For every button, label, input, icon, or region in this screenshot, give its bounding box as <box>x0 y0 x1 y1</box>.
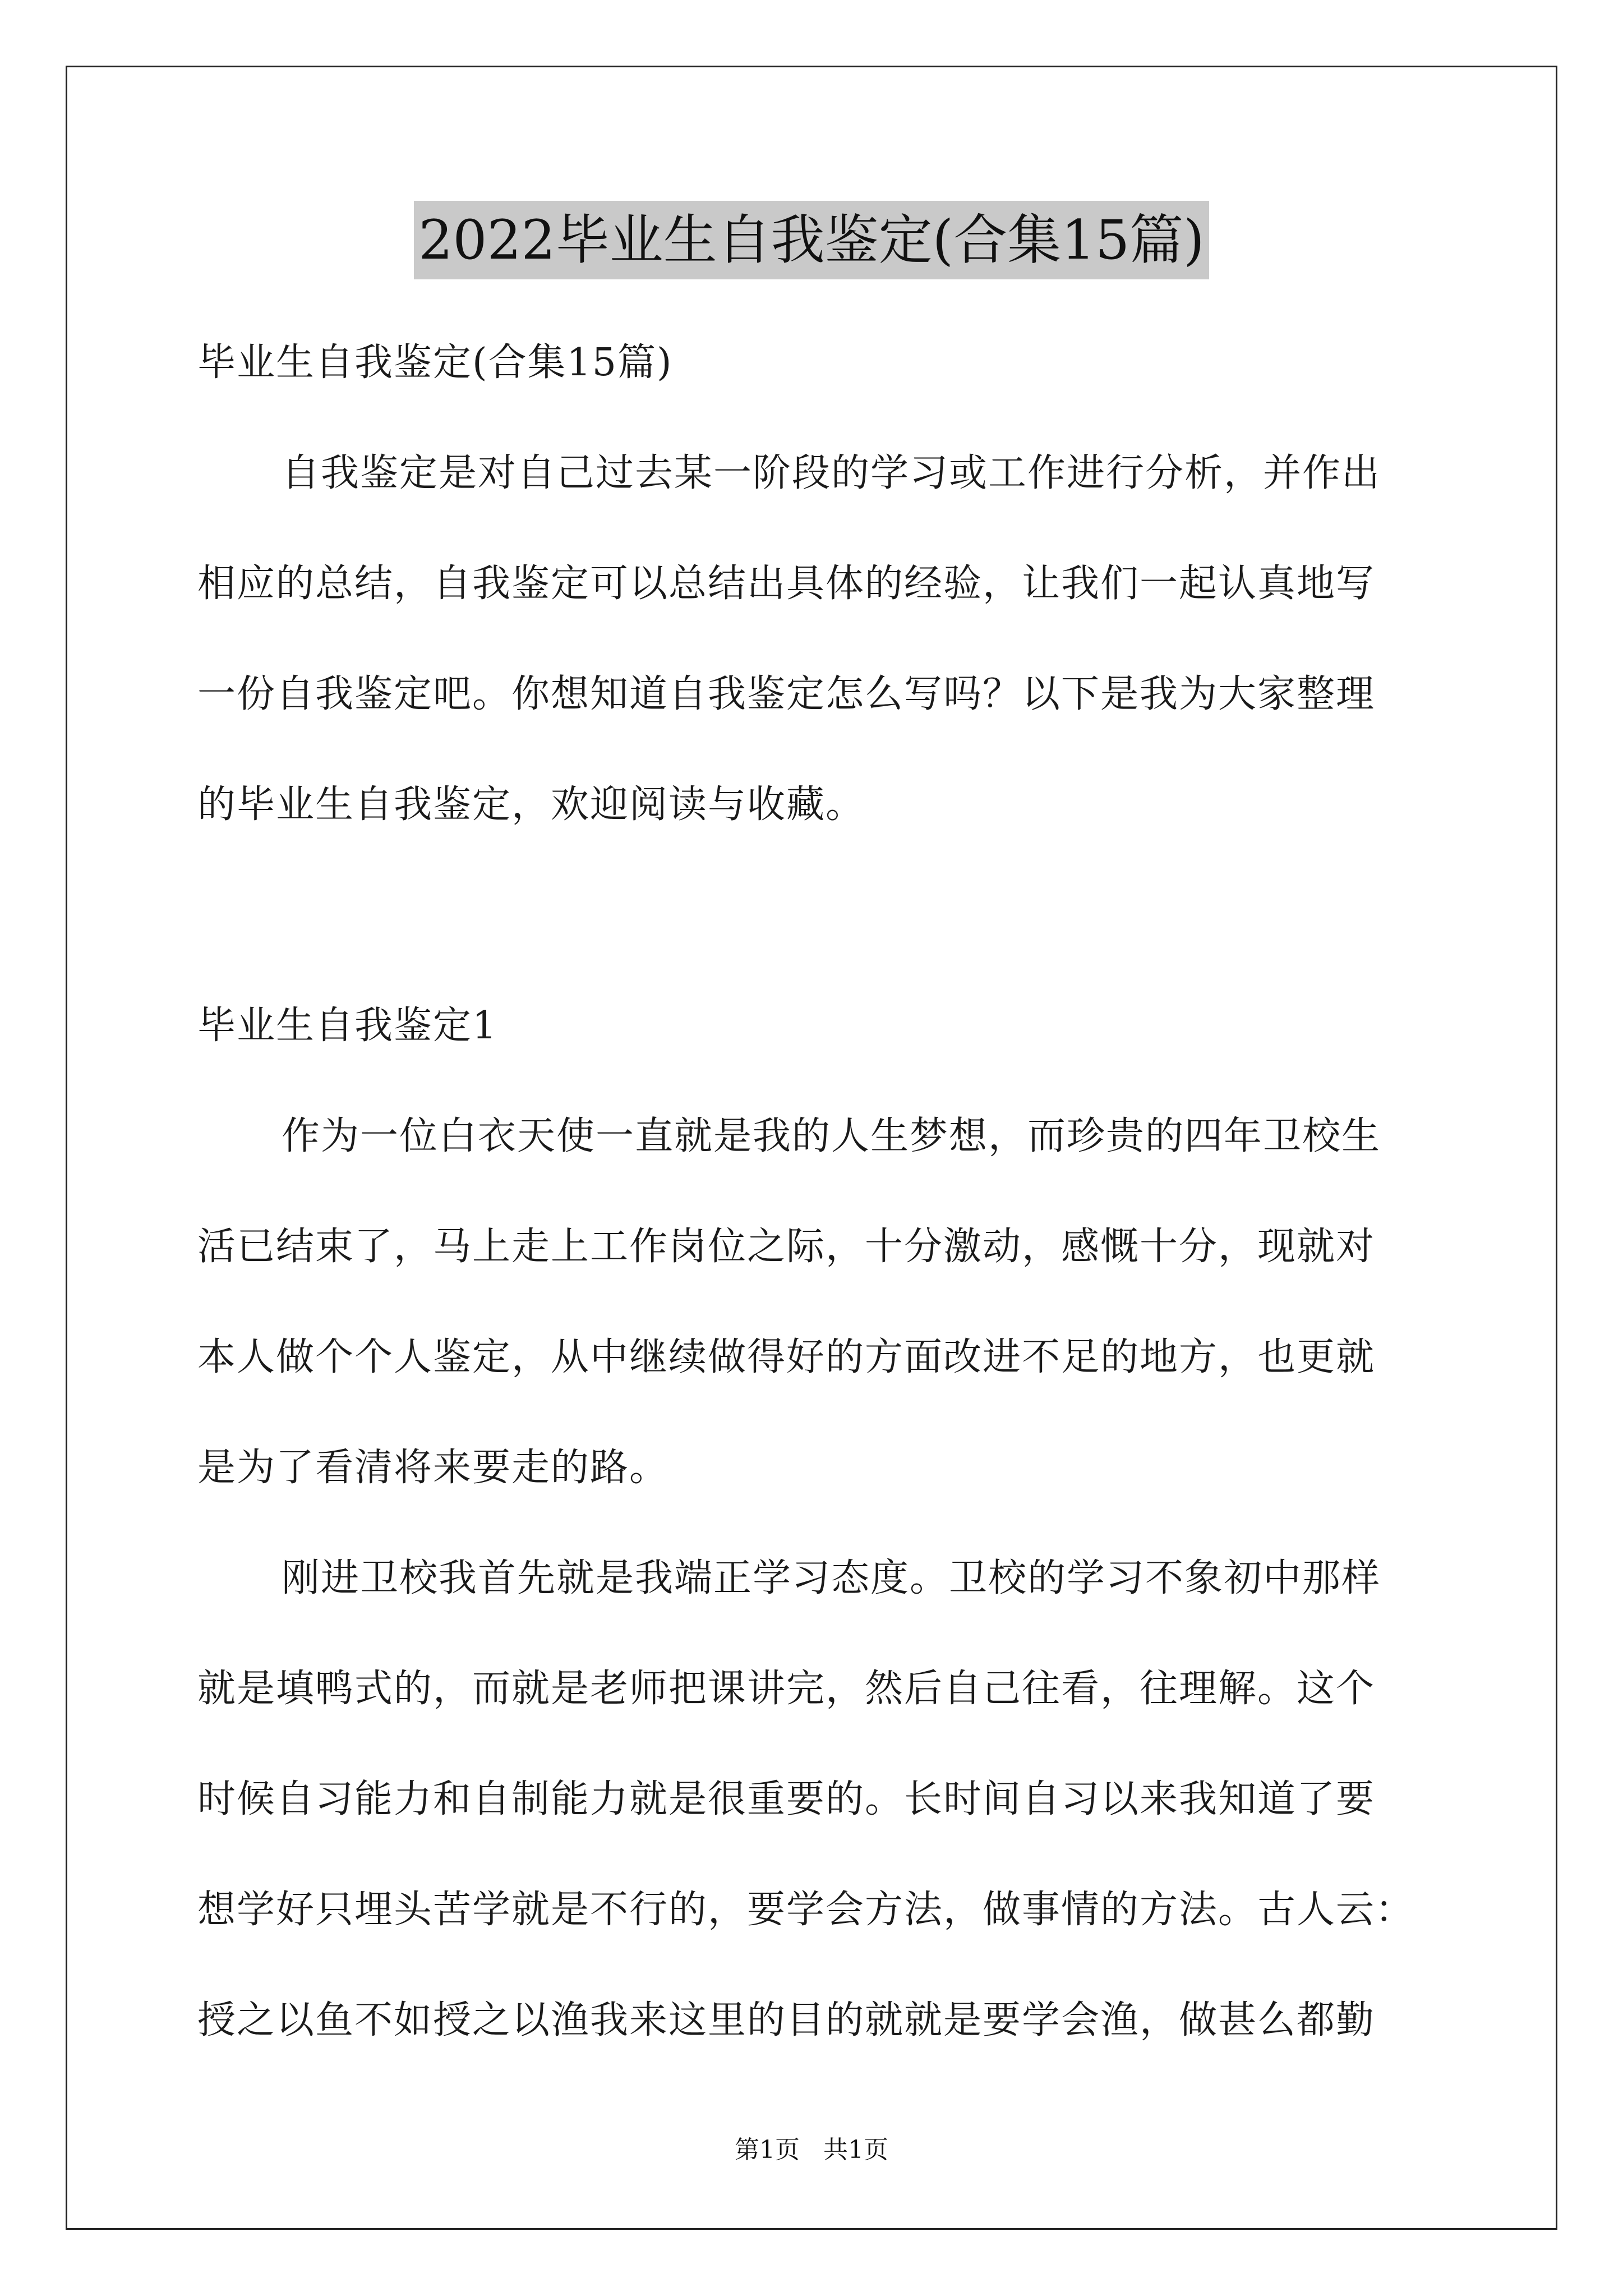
intro-line: 自我鉴定是对自己过去某一阶段的学习或工作进行分析，并作出 <box>282 451 1381 495</box>
document-subtitle: 毕业生自我鉴定(合集15篇) <box>197 341 673 385</box>
intro-line: 的毕业生自我鉴定，欢迎阅读与收藏。 <box>197 783 865 827</box>
intro-line: 一份自我鉴定吧。你想知道自我鉴定怎么写吗？以下是我为大家整理 <box>197 672 1376 716</box>
section-heading: 毕业生自我鉴定1 <box>197 1004 498 1048</box>
page-footer <box>0 2129 1623 2165</box>
paragraph2-line: 就是填鸭式的，而就是老师把课讲完，然后自己往看，往理解。这个 <box>197 1667 1376 1711</box>
paragraph1-line: 活已结束了，马上走上工作岗位之际，十分激动，感慨十分，现就对 <box>197 1225 1376 1269</box>
document-body <box>197 307 1431 2076</box>
paragraph2-line: 授之以鱼不如授之以渔我来这里的目的就就是要学会渔，做甚么都勤 <box>197 1998 1376 2042</box>
blank-line <box>197 860 1431 970</box>
paragraph1-line: 作为一位白衣天使一直就是我的人生梦想，而珍贵的四年卫校生 <box>282 1114 1381 1158</box>
paragraph2-line: 想学好只埋头苦学就是不行的，要学会方法，做事情的方法。古人云： <box>197 1888 1415 1932</box>
paragraph2-line: 时候自习能力和自制能力就是很重要的。长时间自习以来我知道了要 <box>197 1777 1376 1821</box>
paragraph1-line: 本人做个个人鉴定，从中继续做得好的方面改进不足的地方，也更就 <box>197 1335 1376 1379</box>
paragraph1-line: 是为了看清将来要走的路。 <box>197 1446 669 1490</box>
intro-line: 相应的总结，自我鉴定可以总结出具体的经验，让我们一起认真地写 <box>197 562 1376 606</box>
paragraph2-line: 刚进卫校我首先就是我端正学习态度。卫校的学习不象初中那样 <box>282 1556 1381 1600</box>
page-number: 第1页 <box>735 2136 800 2164</box>
document-title: 2022毕业生自我鉴定(合集15篇) <box>414 201 1209 279</box>
page-total: 共1页 <box>823 2136 888 2164</box>
title-container <box>0 201 1623 279</box>
